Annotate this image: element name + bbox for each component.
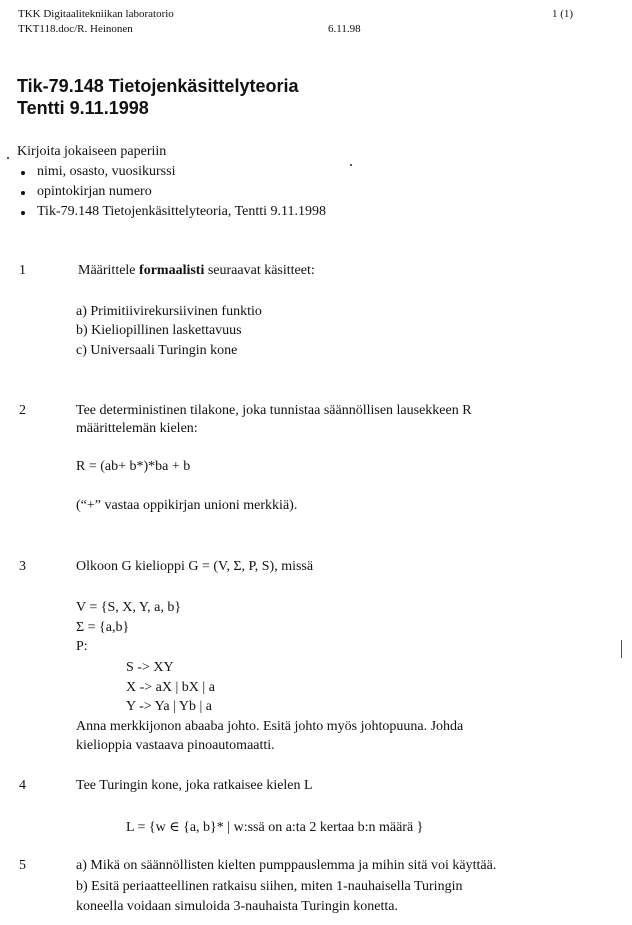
q3-rule: S -> XY — [126, 660, 174, 675]
q3-alphabet: Σ = {a,b} — [76, 620, 130, 635]
q5-line: b) Esitä periaatteellinen ratkaisu siihen, miten 1-nauhaisella Turingin — [76, 879, 463, 894]
header-page-number: 1 (1) — [552, 8, 574, 20]
scan-speck — [621, 640, 622, 658]
q1-prompt-bold: formaalisti — [139, 263, 205, 278]
q2-note: (“+” vastaa oppikirjan unioni merkkiä). — [76, 498, 298, 513]
q4-language: L = {w ∈ {a, b}* | w:ssä on a:ta 2 kertaa b:n määrä } — [126, 820, 424, 835]
q3-task: kielioppia vastaava pinoautomaatti. — [76, 738, 275, 753]
intro-bullet: opintokirjan numero — [37, 184, 152, 199]
scan-speck — [7, 157, 9, 159]
q1-prompt-post: seuraavat käsitteet: — [204, 263, 315, 278]
question-number: 4 — [19, 778, 26, 793]
bullet-icon — [21, 171, 25, 175]
question-number: 2 — [19, 403, 26, 418]
q5-line: koneella voidaan simuloida 3-nauhaista Turingin konetta. — [76, 899, 398, 914]
q1-prompt — [78, 263, 315, 279]
q3-intro: Olkoon G kielioppi G = (V, Σ, P, S), missä — [76, 559, 314, 574]
scan-speck — [350, 164, 352, 166]
intro-bullet: nimi, osasto, vuosikurssi — [37, 164, 176, 179]
q1-item: b) Kieliopillinen laskettavuus — [76, 323, 242, 338]
bullet-icon — [21, 191, 25, 195]
exam-subtitle: Tentti 9.11.1998 — [17, 98, 149, 118]
intro-bullet: Tik-79.148 Tietojenkäsittelyteoria, Tentti 9.11.1998 — [37, 204, 327, 219]
question-number: 5 — [19, 858, 26, 873]
q3-productions-label: P: — [76, 639, 88, 654]
question-number: 1 — [19, 263, 26, 278]
q3-task: Anna merkkijonon abaaba johto. Esitä johto myös johtopuuna. Johda — [76, 719, 464, 734]
header-doc: TKT118.doc/R. Heinonen — [18, 23, 133, 35]
q3-variables: V = {S, X, Y, a, b} — [76, 600, 182, 615]
q5-line: a) Mikä on säännöllisten kielten pumppauslemma ja mihin sitä voi käyttää. — [76, 858, 497, 873]
q4-text: Tee Turingin kone, joka ratkaisee kielen L — [76, 778, 313, 793]
q1-item: a) Primitiivirekursiivinen funktio — [76, 304, 262, 319]
q3-rule: Y -> Ya | Yb | a — [126, 699, 212, 714]
question-number: 3 — [19, 559, 26, 574]
q1-prompt-pre: Määrittele — [78, 263, 140, 278]
header-date: 6.11.98 — [328, 23, 361, 35]
q3-rule: X -> aX | bX | a — [126, 680, 215, 695]
q2-expression: R = (ab+ b*)*ba + b — [76, 459, 191, 474]
exam-title: Tik-79.148 Tietojenkäsittelyteoria — [17, 76, 299, 96]
bullet-icon — [21, 211, 25, 215]
intro-text: Kirjoita jokaiseen paperiin — [17, 144, 167, 159]
q1-item: c) Universaali Turingin kone — [76, 343, 238, 358]
header-org: TKK Digitaalitekniikan laboratorio — [18, 8, 174, 20]
q2-line: Tee deterministinen tilakone, joka tunnistaa säännöllisen lausekkeen R — [76, 403, 472, 418]
q2-line: määrittelemän kielen: — [76, 421, 198, 436]
